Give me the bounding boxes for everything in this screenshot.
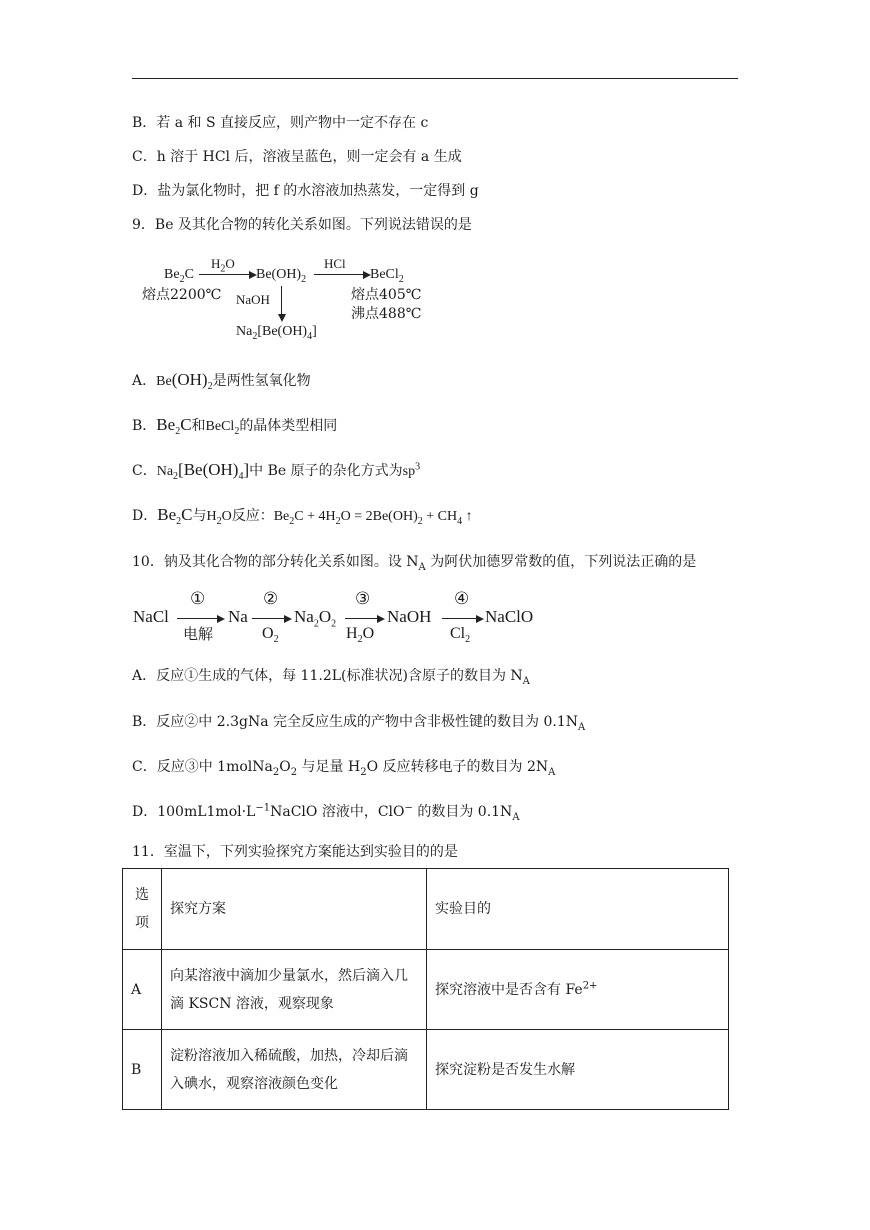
beoh2-formula: $Be(OH)_2$ bbox=[256, 267, 307, 285]
row-a-option: A bbox=[123, 950, 162, 1030]
arrow-step-1 bbox=[177, 618, 223, 619]
naclo-formula: NaClO bbox=[485, 607, 534, 626]
arrow-h2o bbox=[199, 274, 255, 275]
header-option: 选项 bbox=[123, 869, 162, 950]
q8-option-c: C．h 溶于 HCl 后，溶液呈蓝色，则一定会有 a 生成 bbox=[132, 149, 462, 165]
arrow-step-3 bbox=[345, 618, 383, 619]
table-header-row bbox=[123, 869, 729, 950]
becl2-boiling-point: 沸点488℃ bbox=[351, 306, 422, 322]
row-b-plan: 淀粉溶液加入稀硫酸，加热，冷却后滴入碘水，观察溶液颜色变化 bbox=[162, 1030, 427, 1110]
q9-d-equation: $Be_2C + 4H_2O = 2Be(OH)_2 + CH_4$ ↑ bbox=[273, 509, 473, 527]
step-4-marker: ④ bbox=[454, 589, 470, 609]
q10-option-a: A．反应①生成的气体，每 11.2L(标准状况)含原子的数目为 $N_A$ bbox=[132, 668, 530, 687]
hcl-reagent-label: HCl bbox=[324, 256, 346, 271]
nacl-formula: NaCl bbox=[133, 607, 169, 626]
q9-option-b: B．$Be_2C$和BeCl$_2$的晶体类型相同 bbox=[132, 415, 338, 437]
header-plan: 探究方案 bbox=[162, 869, 427, 950]
row-a-plan: 向某溶液中滴加少量氯水，然后滴入几滴 KSCN 溶液，观察现象 bbox=[162, 950, 427, 1030]
q10-option-d: D．$100mL1mol\cdot L^{-1}NaClO$ 溶液中，ClO− 的数目为 $0.1N_A$ bbox=[132, 802, 520, 823]
naoh-reagent-label: NaOH bbox=[236, 292, 270, 307]
step-2-condition: $O_2$ bbox=[262, 625, 279, 646]
q9-stem: 9．Be 及其化合物的转化关系如图。下列说法错误的是 bbox=[132, 217, 472, 233]
step-1-condition: 电解 bbox=[183, 625, 214, 643]
table-row bbox=[123, 950, 729, 1030]
row-b-option: B bbox=[123, 1030, 162, 1110]
step-2-marker: ② bbox=[263, 589, 279, 609]
becl2-formula: BeCl$_2$ bbox=[370, 267, 404, 285]
q9-option-c: C．$Na_2[Be(OH)_4]$中 Be 原子的杂化方式为$sp^3$ bbox=[132, 460, 421, 482]
be2c-melting-point: 熔点2200℃ bbox=[142, 287, 222, 303]
q10-option-c: C．反应③中 $1molNa_2O_2$ 与足量 $H_2O$ 反应转移电子的数目为 $2N_A$ bbox=[132, 759, 556, 778]
arrow-naoh bbox=[281, 286, 282, 320]
q9-option-a: A．$Be(OH)_2$是两性氢氧化物 bbox=[132, 370, 311, 392]
be2c-formula: $Be_2C$ bbox=[164, 267, 194, 285]
arrow-step-2 bbox=[252, 618, 290, 619]
na2beoh4-formula: $Na_2[Be(OH)_4]$ bbox=[236, 324, 317, 342]
row-a-goal: 探究溶液中是否含有 $Fe^{2+}$ bbox=[427, 950, 729, 1030]
table-row bbox=[123, 1030, 729, 1110]
q10-option-b: B．反应②中 2.3gNa 完全反应生成的产物中含非极性键的数目为 $0.1N_A$ bbox=[132, 714, 586, 733]
q11-stem: 11．室温下，下列实验探究方案能达到实验目的的是 bbox=[132, 844, 458, 860]
step-1-marker: ① bbox=[190, 589, 206, 609]
na-formula: Na bbox=[228, 607, 248, 626]
step-4-condition: $Cl_2$ bbox=[450, 625, 471, 646]
row-b-goal: 探究淀粉是否发生水解 bbox=[427, 1030, 729, 1110]
header-rule bbox=[132, 78, 738, 79]
h2o-reagent-label: $H_2O$ bbox=[211, 256, 235, 275]
naoh-formula: NaOH bbox=[387, 607, 432, 626]
q9-option-d: D．$Be_2C$与$H_2O$反应：$Be_2C + 4H_2O = 2Be(OH)_2 + CH_4$ ↑ bbox=[132, 505, 473, 527]
becl2-melting-point: 熔点405℃ bbox=[351, 287, 422, 303]
q10-stem: 10．钠及其化合物的部分转化关系如图。设 $N_A$ 为阿伏加德罗常数的值，下列说法正确的是 bbox=[132, 554, 697, 573]
q8-option-b: B．若 a 和 S 直接反应，则产物中一定不存在 c bbox=[132, 115, 429, 131]
header-goal: 实验目的 bbox=[427, 869, 729, 950]
q8-option-d: D．盐为氯化物时，把 f 的水溶液加热蒸发，一定得到 g bbox=[132, 183, 479, 199]
arrow-hcl bbox=[314, 274, 369, 275]
q11-table bbox=[122, 868, 729, 1110]
na2o2-formula: $Na_2O_2$ bbox=[294, 607, 337, 630]
step-3-condition: $H_2O$ bbox=[346, 625, 375, 646]
arrow-step-4 bbox=[442, 618, 482, 619]
step-3-marker: ③ bbox=[355, 589, 371, 609]
